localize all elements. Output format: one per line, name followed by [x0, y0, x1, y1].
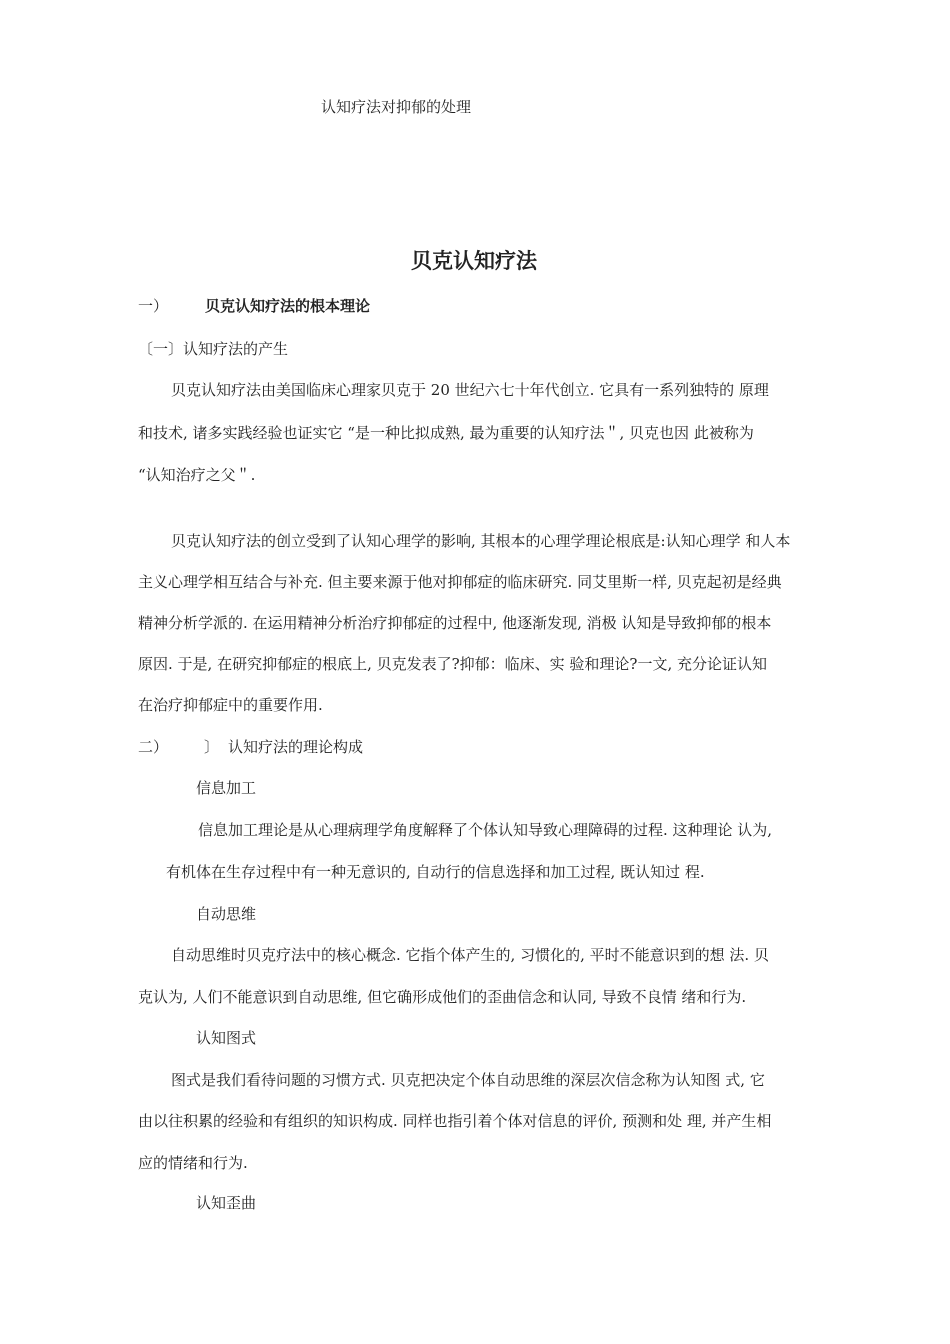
- term-heading: 信息加工: [196, 779, 257, 797]
- term-heading: 认知歪曲: [196, 1194, 257, 1212]
- paragraph-line: 由以往积累的经验和有组织的知识构成. 同样也指引着个体对信息的评价, 预测和处 理, 并产生相: [138, 1112, 772, 1130]
- paragraph-line: 信息加工理论是从心理病理学角度解释了个体认知导致心理障碍的过程. 这种理论 认为,: [198, 821, 773, 839]
- section-bracket: 〕: [204, 738, 220, 756]
- paragraph-line: 应的情绪和行为.: [138, 1154, 248, 1172]
- paragraph-line: 图式是我们看待问题的习惯方式. 贝克把决定个体自动思维的深层次信念称为认知图 式, 它: [171, 1071, 765, 1089]
- document-header: 认知疗法对抑郁的处理: [321, 98, 472, 116]
- paragraph-line: “认知治疗之父＂.: [138, 466, 256, 484]
- paragraph-line: 有机体在生存过程中有一种无意识的, 自动行的信息选择和加工过程, 既认知过 程.: [166, 863, 705, 881]
- section-heading: 贝克认知疗法的根本理论: [205, 297, 371, 315]
- section-number: 二）: [138, 738, 169, 756]
- term-heading: 自动思维: [196, 905, 257, 923]
- page-title: 贝克认知疗法: [411, 248, 537, 273]
- section-number: 一）: [138, 297, 169, 315]
- term-heading: 认知图式: [196, 1029, 257, 1047]
- paragraph-line: 克认为, 人们不能意识到自动思维, 但它确形成他们的歪曲信念和认同, 导致不良情 绪和行为.: [138, 988, 747, 1006]
- paragraph-line: 和技术, 诸多实践经验也证实它 “是一种比拟成熟, 最为重要的认知疗法＂, 贝克也因 此被称为: [138, 424, 754, 442]
- paragraph-line: 主义心理学相互结合与补充. 但主要来源于他对抑郁症的临床研究. 同艾里斯一样, 贝克起初是经典: [138, 573, 782, 591]
- paragraph-line: 贝克认知疗法的创立受到了认知心理学的影响, 其根本的心理学理论根底是:认知心理学 和人本: [171, 532, 791, 550]
- section-heading: 认知疗法的理论构成: [228, 738, 364, 756]
- paragraph-line: 自动思维时贝克疗法中的核心概念. 它指个体产生的, 习惯化的, 平时不能意识到的想 法. 贝: [171, 946, 769, 964]
- paragraph-line: 贝克认知疗法由美国临床心理家贝克于 20 世纪六七十年代创立. 它具有一系列独特的 原理: [171, 381, 769, 399]
- paragraph-line: 在治疗抑郁症中的重要作用.: [138, 696, 323, 714]
- paragraph-line: 精神分析学派的. 在运用精神分析治疗抑郁症的过程中, 他逐渐发现, 消极 认知是导致抑郁的根本: [138, 614, 772, 632]
- subsection-heading: 〔一〕认知疗法的产生: [138, 340, 289, 358]
- paragraph-line: 原因. 于是, 在研究抑郁症的根底上, 贝克发表了?抑郁：临床、实 验和理论?一文, 充分论证认知: [138, 655, 768, 673]
